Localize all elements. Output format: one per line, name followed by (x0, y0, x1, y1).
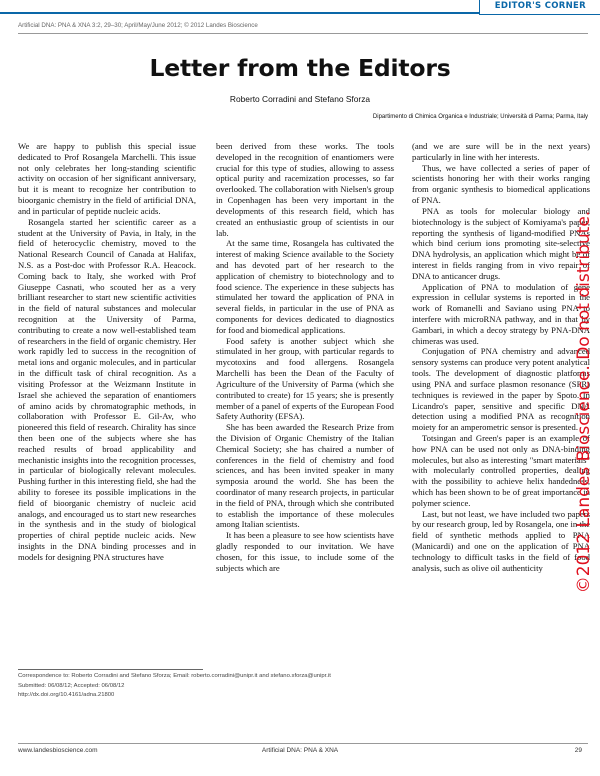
paragraph: Conjugation of PNA chemistry and advanced sensory systems can produce very potent analytical tools. The development of diagnostic platforms using PNA and surface plasmon resonance (SPR) techniques is reviewed in the paper by Spoto. In Licandro's paper, sensitive and specific DNA detection using a modified PNA as recognition moiety for an amperometric sensor is presented. (412, 346, 590, 433)
section-label: EDITOR'S CORNER (494, 1, 586, 11)
paragraph: Last, but not least, we have included two papers by our research group, led by Rosangela, one in the field of synthetic methods applied to PNA (Manicardi) and one on the application of PNA technology to difficult tasks in the field of food analysis, such as olive oil authenticity (412, 508, 590, 573)
submission-dates: Submitted: 06/08/12; Accepted: 06/08/12 (18, 682, 125, 689)
body-column-1 (18, 141, 196, 667)
body-column-2 (216, 141, 394, 679)
page-number: 29 (574, 747, 582, 754)
article-authors: Roberto Corradini and Stefano Sforza (229, 94, 371, 104)
paragraph: Rosangela started her scientific career as a student at the University of Pavia, in Italy, in the field of heterocyclic chemistry, moved to the National Research Council of Canada at Halifax, N.S. as a Post-doc with Professor R.A. Heacock. Coming back to Italy, she worked with Prof Giuseppe Casnati, who scouted her as a very brilliant researcher to start new scientific activities in the field of natural substances and molecular recognition at the University of Parma, contributing to create a now well-established team of researchers in the field of organic chemistry. Her work rapidly led to success in the recognition of metal ions and organic molecules, and in particular in the difficult task of chiral recognition. As a visiting Professor at the Weizmann Institute in Israel she achieved the separation of enantiomers of amino acids by chromatographic methods, in collaboration with Professor E. Gil-Av, who pioneered this field of research. Chirality has since then been one of the subjects where she has reached results of broad applicability and mechanistic insights into the recognition processes, in particular of biologically relevant molecules. Pushing further in this interesting field, she had the ability to foresee its possible implications in the field of bioorganic chemistry of nucleic acid analogs, and encouraged us to start new researches in the synthesis and in the study of biological properties of chiral peptide nucleic acids. New insights in the DNA binding processes and in models for designing PNA structures have (18, 216, 196, 562)
paragraph: It has been a pleasure to see how scientists have gladly responded to our invitation. We have chosen, for this issue, to include some of the subjects which are (216, 530, 394, 573)
article-title: Letter from the Editors (149, 54, 451, 82)
correspondence-block (18, 672, 418, 701)
copyright-watermark: ©2012 Landes Bioscience. Do not distribute. (574, 210, 594, 594)
correspondence-divider (18, 669, 203, 670)
paragraph: We are happy to publish this special issue dedicated to Prof Rosangela Marchelli. This issue not only celebrates her long-standing scientific activity on occasion of her significant anniversary, but it is meant to recognize her contribution to bioorganic chemistry in the field of artificial DNA, and in particular of peptide nucleic acids. (18, 141, 196, 216)
doi-link[interactable]: http://dx.doi.org/10.4161/adna.21800 (18, 692, 115, 699)
paragraph: been derived from these works. The tools developed in the recognition of enantiomers were crucial for this type of studies, allowing to assess optical purity and racemization processes, so far overlooked. The collaboration with Nielsen's group in Copenhagen has been very important in the developments of this research field, which has created an enthusiastic group of scientists in our lab. (216, 141, 394, 238)
paragraph: Totsingan and Green's paper is an example of how PNA can be used not only as DNA-binding molecules, but also as interesting "smart materials" with molecularly controlled properties, dealing with the possibility to achieve helix handedness, which has been shown to be of great importance in polymer science. (412, 432, 590, 508)
paragraph: She has been awarded the Research Prize from the Division of Organic Chemistry of the Italian Chemical Society; she has chaired a number of conferences in the field of chemistry and food sciences, and has been invited speaker in many symposia around the world. She has been the coordinator of many research projects, in particular in the field of PNA, through which she contributed to establish the importance of these molecules among Italian scientists. (216, 422, 394, 530)
publisher-website[interactable]: www.landesbioscience.com (18, 747, 98, 754)
paragraph: At the same time, Rosangela has cultivated the interest of making Science available to the Society and has devoted part of her research to the application of chemistry to biotechnology and to food science. The experience in these subjects has stimulated her toward the application of PNA in several fields, in particular in the use of PNA as components for devices dedicated to diagnostics for food and biomedical applications. (216, 238, 394, 335)
header-divider (18, 33, 588, 34)
footer-divider (18, 743, 588, 744)
journal-citation: Artificial DNA: PNA & XNA 3:2, 29–30; April/May/June 2012; © 2012 Landes Bioscience (18, 22, 258, 29)
body-column-3 (412, 141, 590, 679)
paragraph: PNA as tools for molecular biology and biotechnology is the subject of Komiyama's paper, reporting the synthesis of ligand-modified PNAs which bind cerium ions promoting site-selective DNA hydrolysis, an application which might be of interest in fields ranging from in vivo repair of DNA to anticancer drugs. (412, 205, 590, 281)
correspondence-emails: Correspondence to: Roberto Corradini and Stefano Sforza; Email: roberto.corradini@unipr.it and stefano.sforza@unipr.it (18, 673, 331, 679)
paragraph: Thus, we have collected a series of paper of scientists honoring her with their works ranging from organic synthesis to biomedical applications of PNA. (412, 162, 590, 206)
author-affiliation: Dipartimento di Chimica Organica e Industriale; Università di Parma; Parma, Italy (372, 114, 588, 120)
paragraph: Food safety is another subject which she stimulated in her group, with particular regards to mycotoxins and food allergens. Rosangela Marchelli has been the Dean of the Faculty of Agriculture of the University of Parma (which she contributed to create) for 15 years; she is presently member of a panel of experts of the European Food Safety Authority (EFSA). (216, 335, 394, 422)
paragraph: (and we are sure will be in the next years) particularly in line with her interests. (412, 141, 590, 162)
journal-name: Artificial DNA: PNA & XNA (261, 747, 339, 754)
paragraph: Application of PNA to modulation of gene expression in cellular systems is reported in the work of Romanelli and Saviano using PNA to interfere with microRNA pathway, and in that by Gambari, in which a decoy strategy by PNA-DNA chimeras was used. (412, 281, 590, 346)
